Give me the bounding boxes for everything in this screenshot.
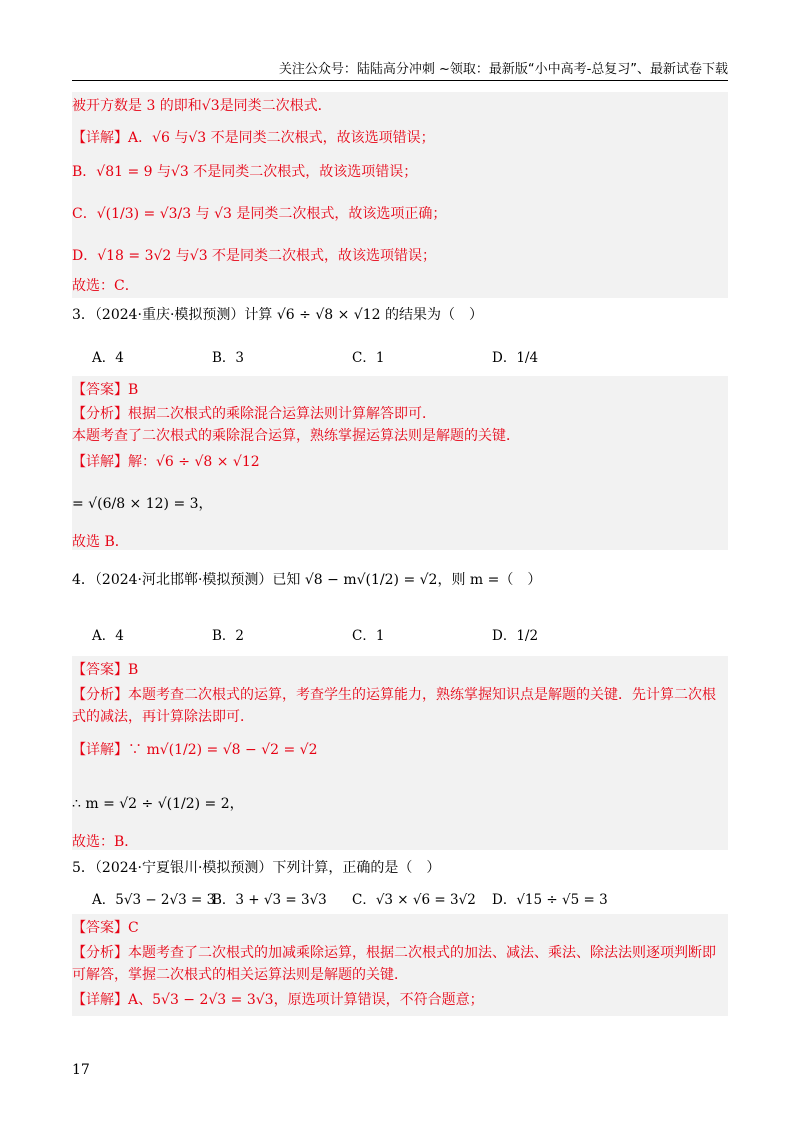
detail-line: = √(6/8 × 12) = 3，	[72, 496, 213, 512]
solution-box-2	[72, 92, 728, 298]
answer-line: 【答案】C	[72, 920, 139, 936]
detail-line: ∴ m = √2 ÷ √(1/2) = 2，	[72, 796, 244, 812]
answer-line: 【答案】B	[72, 662, 139, 678]
page-header: 关注公众号：陆陆高分冲刺 ~领取：最新版“小中高考-总复习”、最新试卷下载	[278, 62, 728, 77]
question-stem: 4．（2024·河北邯郸·模拟预测）已知 √8 − m√(1/2) = √2，则 m =（ ）	[72, 572, 542, 588]
answer-line: 【答案】B	[72, 382, 139, 398]
analysis-line: 本题考查了二次根式的乘除混合运算，熟练掌握运算法则是解题的关键．	[72, 428, 520, 444]
choice-a: A．4	[92, 628, 124, 644]
question-stem: 5．（2024·宁夏银川·模拟预测）下列计算，正确的是（ ）	[72, 860, 441, 876]
solution-line: 被开方数是 3 的即和√3是同类二次根式．	[72, 98, 332, 114]
choice-d: D．1/2	[492, 628, 539, 644]
choice-c: C．1	[352, 628, 385, 644]
detail-line: 【详解】∵ m√(1/2) = √8 − √2 = √2	[72, 742, 318, 758]
detail-line: 【详解】解：√6 ÷ √8 × √12	[72, 454, 260, 470]
solution-detail-line: B．√81 = 9 与√3 不是同类二次根式，故该选项错误；	[72, 164, 418, 180]
analysis-line: 【分析】根据二次根式的乘除混合运算法则计算解答即可．	[72, 406, 436, 422]
choice-c: C．1	[352, 350, 385, 366]
choice-d: D．1/4	[492, 350, 539, 366]
header-rule	[72, 80, 728, 81]
solution-conclusion: 故选：C．	[72, 278, 139, 294]
analysis-line: 【分析】本题考查二次根式的运算，考查学生的运算能力，熟练掌握知识点是解题的关键．先计算二次根式的减法，再计算除法即可．	[72, 687, 716, 725]
choice-b: B．3	[212, 350, 245, 366]
question-stem: 3．（2024·重庆·模拟预测）计算 √6 ÷ √8 × √12 的结果为（ ）	[72, 307, 483, 323]
choice-b: B．2	[212, 628, 245, 644]
choice-a: A．5√3 − 2√3 = 3	[92, 892, 216, 908]
solution-detail-line: C．√(1/3) = √3/3 与 √3 是同类二次根式，故该选项正确；	[72, 206, 447, 222]
solution-detail-line: 【详解】A．√6 与√3 不是同类二次根式，故该选项错误；	[72, 130, 435, 146]
solution-detail-line: D．√18 = 3√2 与√3 不是同类二次根式，故该选项错误；	[72, 248, 437, 264]
analysis-line: 【分析】本题考查了二次根式的加减乘除运算，根据二次根式的加法、减法、乘法、除法法则逐项判断即可解答，掌握二次根式的相关运算法则是解题的关键．	[72, 945, 716, 983]
choice-d: D．√15 ÷ √5 = 3	[492, 892, 608, 908]
choice-a: A．4	[92, 350, 124, 366]
page-number: 17	[72, 1062, 90, 1078]
choice-b: B．3 + √3 = 3√3	[212, 892, 327, 908]
choice-c: C．√3 × √6 = 3√2	[352, 892, 476, 908]
solution-conclusion: 故选 B．	[72, 534, 129, 550]
detail-line: 【详解】A、5√3 − 2√3 = 3√3，原选项计算错误，不符合题意；	[72, 992, 484, 1008]
solution-conclusion: 故选：B．	[72, 834, 139, 850]
